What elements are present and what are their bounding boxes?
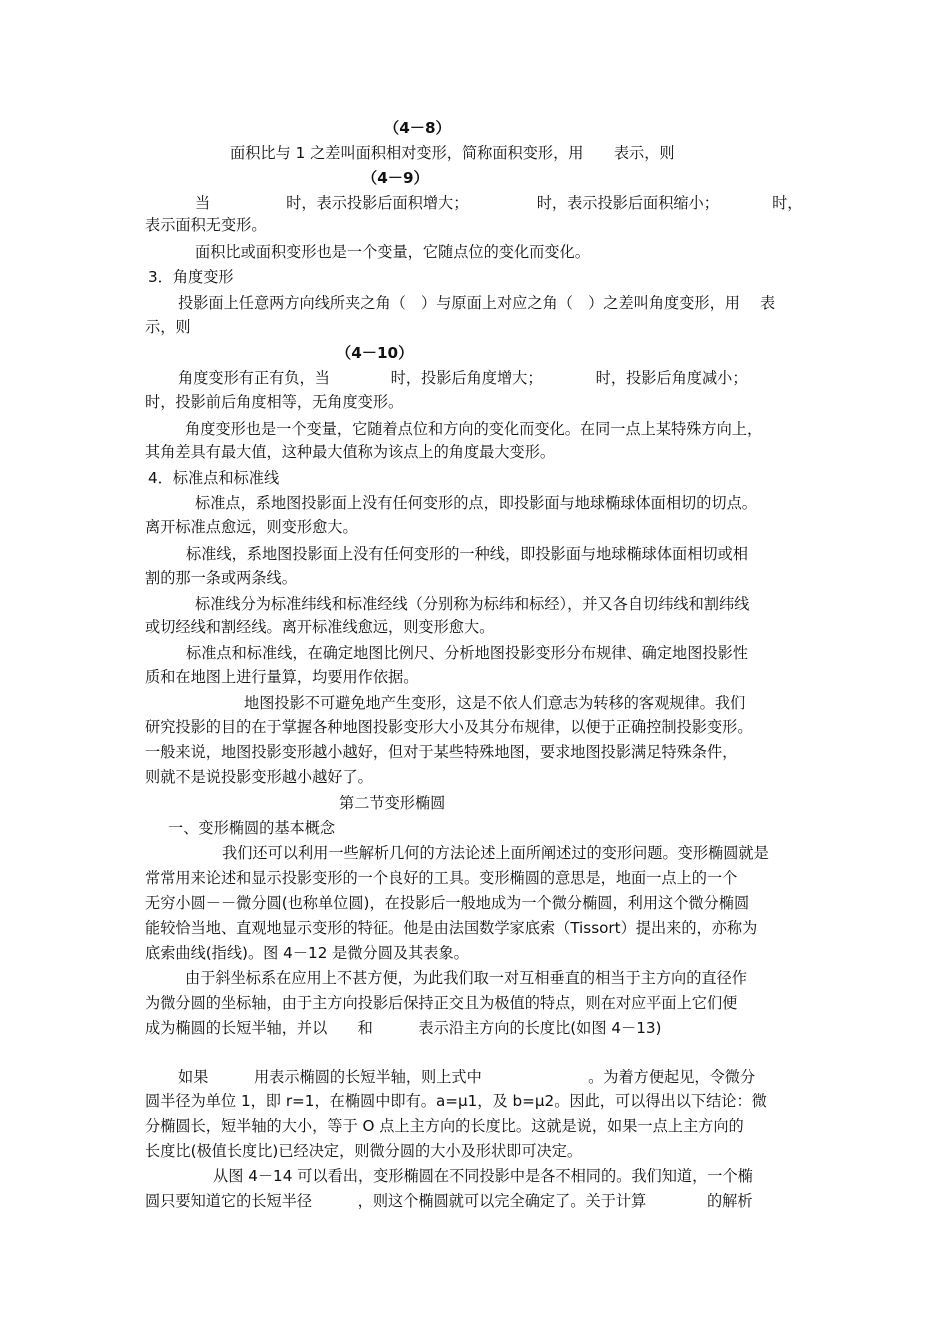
paragraph-line: 投影面上任意两方向线所夹之角（ ）与原面上对应之角（ ）之差叫角度变形，用 表	[178, 294, 776, 312]
paragraph-line: 如果 用表示椭圆的长短半轴，则上式中 。为着方便起见，令微分	[178, 1068, 756, 1086]
paragraph-line: 能较恰当地、直观地显示变形的特征。他是由法国数学家底索（Tissort）提出来的，亦称为	[145, 919, 758, 937]
section-heading-angle-deformation: 3．角度变形	[148, 268, 234, 286]
paragraph-line: 研究投影的目的在于掌握各种地图投影变形大小及其分布规律，以便于正确控制投影变形。	[145, 718, 753, 736]
paragraph-line: 质和在地图上进行量算，均要用作依据。	[145, 668, 419, 686]
paragraph-line: 其角差具有最大值，这种最大值称为该点上的角度最大变形。	[145, 443, 556, 461]
paragraph-line: 当 时，表示投影后面积增大； 时，表示投影后面积缩小； 时，	[195, 194, 803, 212]
paragraph-line: 割的那一条或两条线。	[145, 569, 297, 587]
paragraph-line: 面积比或面积变形也是一个变量，它随点位的变化而变化。	[195, 243, 590, 261]
section-heading-standard-points-lines: 4．标准点和标准线	[148, 469, 280, 487]
paragraph-line: 圆半径为单位 1，即 r=1，在椭圆中即有。a=μ1，及 b=μ2。因此，可以得出以下结论：微	[145, 1092, 767, 1110]
paragraph-line: 角度变形有正有负，当 时，投影后角度增大； 时，投影后角度减小；	[178, 369, 748, 387]
equation-number-4-8: （4－8）	[384, 119, 451, 137]
paragraph-line: 或切经线和割经线。离开标准线愈远，则变形愈大。	[145, 618, 495, 636]
paragraph-line: 标准线，系地图投影面上没有任何变形的一种线，即投影面与地球椭球体面相切或相	[186, 545, 748, 563]
paragraph-line: 标准点，系地图投影面上没有任何变形的点，即投影面与地球椭球体面相切的切点。	[195, 494, 757, 512]
paragraph-line: 一般来说，地图投影变形越小越好，但对于某些特殊地图，要求地图投影满足特殊条件，	[145, 743, 738, 761]
equation-number-4-9: （4－9）	[362, 169, 429, 187]
paragraph-line: 由于斜坐标系在应用上不甚方便，为此我们取一对互相垂直的相当于主方向的直径作	[185, 969, 747, 987]
paragraph-line: 成为椭圆的长短半轴，并以 和 表示沿主方向的长度比(如图 4－13)	[145, 1019, 662, 1037]
paragraph-line: 无穷小圆－－微分圆(也称单位圆)，在投影后一般地成为一个微分椭圆，利用这个微分椭圆	[145, 894, 750, 912]
paragraph-line: 则就不是说投影变形越小越好了。	[145, 768, 373, 786]
paragraph-line: 从图 4－14 可以看出，变形椭圆在不同投影中是各不相同的。我们知道，一个椭	[213, 1167, 753, 1185]
chapter-section-title: 第二节变形椭圆	[339, 794, 446, 812]
paragraph-line: 时，投影前后角度相等，无角度变形。	[145, 393, 404, 411]
equation-number-4-10: （4－10）	[336, 344, 414, 362]
paragraph-line: 圆只要知道它的长短半径 ，则这个椭圆就可以完全确定了。关于计算 的解析	[145, 1192, 753, 1210]
paragraph-line: 底索曲线(指线)。图 4－12 是微分圆及其表象。	[145, 944, 469, 962]
paragraph-line: 地图投影不可避免地产生变形，这是不依人们意志为转移的客观规律。我们	[244, 694, 746, 712]
paragraph-line: 离开标准点愈远，则变形愈大。	[145, 518, 358, 536]
paragraph-line: 为微分圆的坐标轴，由于主方向投影后保持正交且为极值的特点，则在对应平面上它们便	[145, 994, 738, 1012]
paragraph-line: 常常用来论述和显示投影变形的一个良好的工具。变形椭圆的意思是，地面一点上的一个	[145, 869, 738, 887]
paragraph-line: 长度比(极值长度比)已经决定，则微分圆的大小及形状即可决定。	[145, 1142, 583, 1160]
paragraph-line: 标准线分为标准纬线和标准经线（分别称为标纬和标经），并又各自切纬线和割纬线	[195, 595, 750, 613]
subsection-heading: 一、变形椭圆的基本概念	[168, 819, 336, 837]
paragraph-line: 标准点和标准线，在确定地图比例尺、分析地图投影变形分布规律、确定地图投影性	[186, 644, 748, 662]
paragraph-line: 表示面积无变形。	[145, 216, 267, 234]
paragraph-line: 角度变形也是一个变量，它随着点位和方向的变化而变化。在同一点上某特殊方向上，	[185, 420, 763, 438]
paragraph-line: 示，则	[145, 318, 191, 336]
paragraph-line: 分椭圆长，短半轴的大小，等于 O 点上主方向的长度比。这就是说，如果一点上主方向的	[145, 1117, 744, 1135]
paragraph-line: 我们还可以利用一些解析几何的方法论述上面所阐述过的变形问题。变形椭圆就是	[222, 844, 769, 862]
paragraph-line: 面积比与 1 之差叫面积相对变形，简称面积变形，用 表示，则	[230, 144, 675, 162]
